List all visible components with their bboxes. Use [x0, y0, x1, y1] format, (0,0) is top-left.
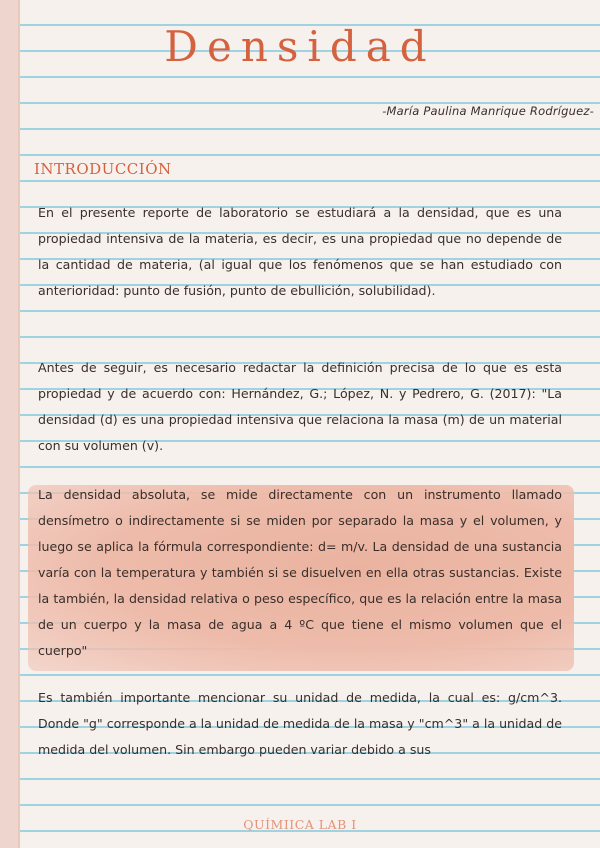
footer-label: QUÍMIICA LAB I: [243, 817, 357, 832]
units-paragraph: Es también importante mencionar su unidad de medida, la cual es: g/cm^3. Donde "g" corresponde a la unidad de medida de la masa y "cm^3" a la unidad de medida del volumen. Sin embargo pueden variar debido a sus: [38, 690, 562, 757]
definition-paragraph: Antes de seguir, es necesario redactar la definición precisa de lo que es esta propiedad y de acuerdo con: Hernández, G.; López, N. y Pedrero, G. (2017): "La densidad (d) es una propiedad intensiva que relaciona la masa (m) de un material con su volumen (v).: [38, 360, 562, 453]
author-name: -María Paulina Manrique Rodríguez-: [382, 104, 594, 118]
highlighted-paragraph: La densidad absoluta, se mide directamente con un instrumento llamado densímetro o indirectamente si se miden por separado la masa y el volumen, y luego se aplica la fórmula correspondiente: d= m/v. La densidad de una sustancia varía con la temperatura y también si se disuelven en ella otras sustancias. Existe la también, la densidad relativa o peso específico, que es la relación entre la masa de un cuerpo y la masa de agua a 4 ºC que tiene el mismo volumen que el cuerpo": [38, 487, 562, 658]
margin-strip: [0, 0, 18, 848]
margin-line: [18, 0, 20, 848]
page-title: Densidad: [164, 22, 436, 71]
intro-paragraph: En el presente reporte de laboratorio se estudiará a la densidad, que es una propiedad intensiva de la materia, es decir, es una propiedad que no depende de la cantidad de materia, (al igual que los fenómenos que se han estudiado con anterioridad: punto de fusión, punto de ebullición, solubilidad).: [38, 205, 562, 298]
section-heading: INTRODUCCIÓN: [34, 160, 172, 178]
